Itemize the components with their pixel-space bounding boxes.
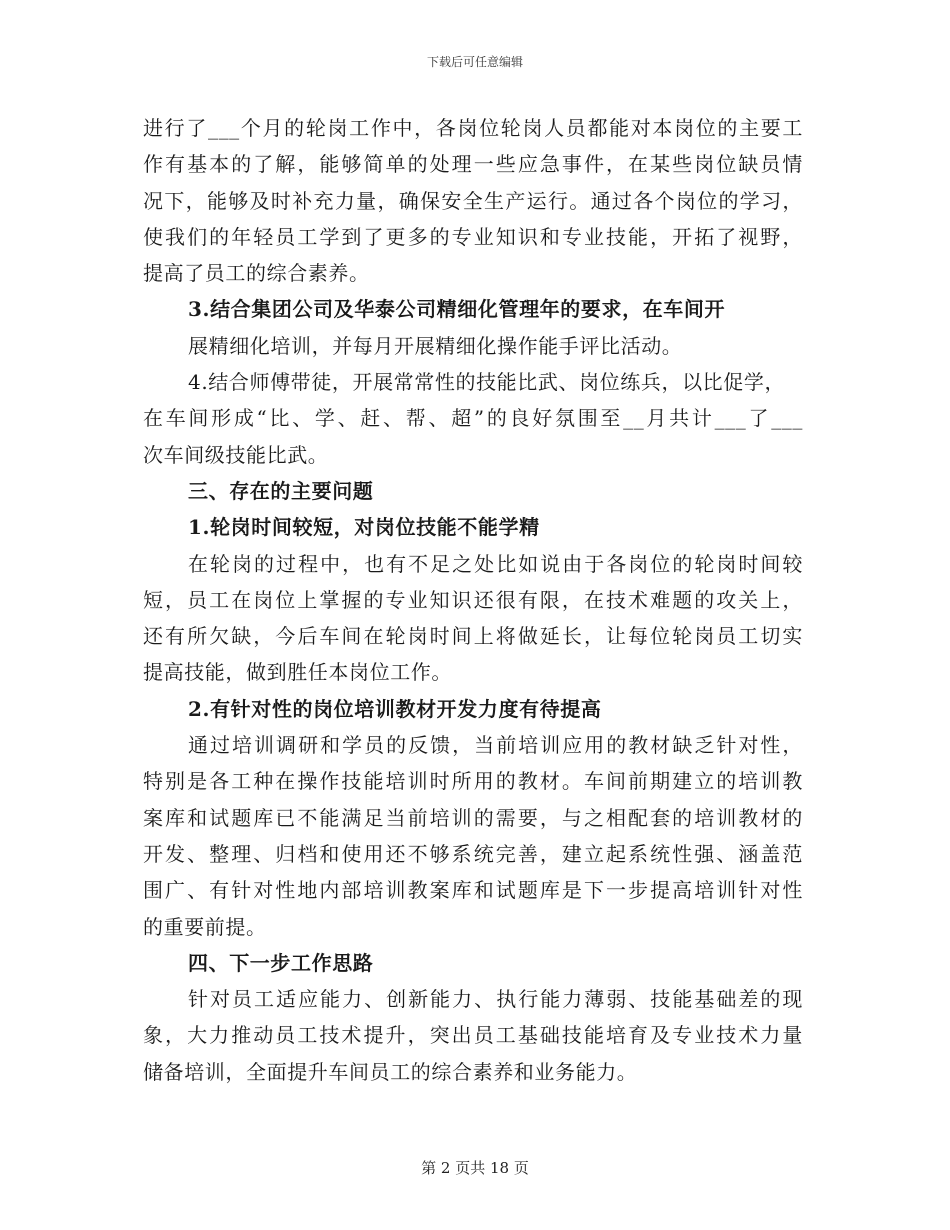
text-line: 针对员工适应能力、创新能力、执行能力薄弱、技能基础差的现 — [188, 987, 803, 1012]
text-line: 案库和试题库已不能满足当前培训的需要，与之相配套的培训教材的 — [143, 805, 803, 830]
section-heading: 3.结合集团公司及华泰公司精细化管理年的要求，在车间开 — [188, 297, 726, 322]
text-line: 次车间级技能比武。 — [143, 442, 329, 467]
text-line: 特别是各工种在操作技能培训时所用的教材。车间前期建立的培训教 — [143, 769, 803, 794]
text-line: 提高了员工的综合素养。 — [143, 261, 370, 286]
text-line: 开发、整理、归档和使用还不够系统完善，建立起系统性强、涵盖范 — [143, 841, 803, 866]
section-heading: 三、存在的主要问题 — [188, 478, 374, 503]
text-line: 的重要前提。 — [143, 914, 267, 939]
text-line: 在轮岗的过程中，也有不足之处比如说由于各岗位的轮岗时间较 — [188, 551, 803, 576]
section-heading: 2.有针对性的岗位培训教材开发力度有待提高 — [188, 696, 602, 721]
text-line: 象，大力推动员工技术提升，突出员工基础技能培育及专业技术力量 — [143, 1023, 803, 1048]
text-line: 作有基本的了解，能够简单的处理一些应急事件，在某些岗位缺员情 — [143, 152, 803, 177]
page-footer: 第 2 页共 18 页 — [421, 1159, 529, 1177]
text-line: 况下，能够及时补充力量，确保安全生产运行。通过各个岗位的学习， — [143, 188, 803, 213]
text-line: 短，员工在岗位上掌握的专业知识还很有限，在技术难题的攻关上， — [143, 587, 803, 612]
text-line: 储备培训，全面提升车间员工的综合素养和业务能力。 — [143, 1059, 638, 1084]
text-line: 通过培训调研和学员的反馈，当前培训应用的教材缺乏针对性， — [188, 733, 803, 758]
text-line: 展精细化培训，并每月开展精细化操作能手评比活动。 — [188, 333, 683, 358]
text-line: 在车间形成“比、学、赶、帮、超”的良好氛围至__月共计___了___ — [143, 406, 803, 431]
text-line: 4.结合师傅带徒，开展常常性的技能比武、岗位练兵，以比促学， — [188, 370, 786, 395]
text-line: 还有所欠缺，今后车间在轮岗时间上将做延长，让每位轮岗员工切实 — [143, 624, 803, 649]
section-heading: 四、下一步工作思路 — [188, 950, 374, 975]
document-body — [143, 110, 803, 1090]
text-line: 提高技能，做到胜任本岗位工作。 — [143, 660, 452, 685]
section-heading: 1.轮岗时间较短，对岗位技能不能学精 — [188, 515, 540, 540]
text-line: 进行了___个月的轮岗工作中，各岗位轮岗人员都能对本岗位的主要工 — [143, 116, 803, 140]
text-line: 围广、有针对性地内部培训教案库和试题库是下一步提高培训针对性 — [143, 878, 803, 903]
text-line: 使我们的年轻员工学到了更多的专业知识和专业技能，开拓了视野， — [143, 224, 803, 249]
page-header: 下载后可任意编辑 — [426, 55, 523, 69]
